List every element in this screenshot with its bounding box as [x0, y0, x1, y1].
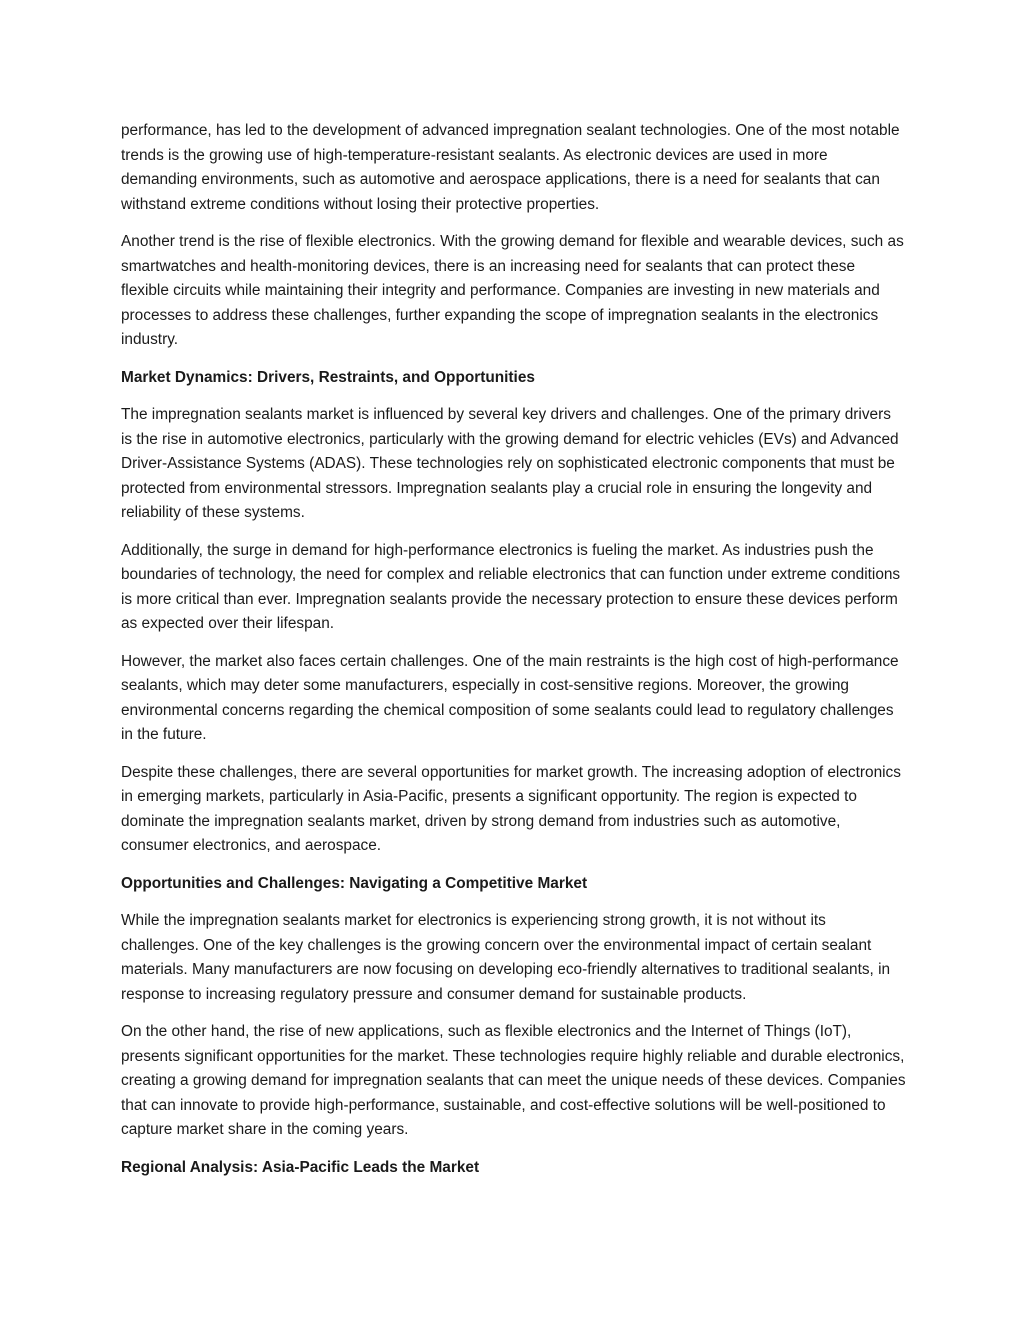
- paragraph-flexible-electronics: Another trend is the rise of flexible electronics. With the growing demand for flexible and wearable devices, such as smartwatches and health-monitoring devices, there is an increasing need for sealants that can protect these flexible circuits while maintaining their integrity and performance. Companies are investing in new materials and processes to address these challenges, further expanding the scope of impregnation sealants in the electronics industry.: [121, 233, 904, 348]
- paragraph-new-applications: On the other hand, the rise of new applications, such as flexible electronics and the Internet of Things (IoT), presents significant opportunities for the market. These technologies require highly reliable and durable electronics, creating a growing demand for impregnation sealants that can meet the unique needs of these devices. Companies that can innovate to provide high-performance, sustainable, and cost-effective solutions will be well-positioned to capture market share in the coming years.: [121, 1023, 906, 1138]
- heading-opportunities-challenges: Opportunities and Challenges: Navigating a Competitive Market: [121, 874, 588, 892]
- paragraph-drivers: The impregnation sealants market is influenced by several key drivers and challenges. One of the primary drivers is the rise in automotive electronics, particularly with the growing demand for electric vehicles (EVs) and Advanced Driver-Assistance Systems (ADAS). These technologies rely on sophisticated electronic components that must be protected from environmental stressors. Impregnation sealants play a crucial role in ensuring the longevity and reliability of these systems.: [121, 406, 899, 521]
- document-page: [121, 119, 906, 1193]
- paragraph-restraints: However, the market also faces certain challenges. One of the main restraints is the high cost of high-performance sealants, which may deter some manufacturers, especially in cost-sensitive regions. Moreover, the growing environmental concerns regarding the chemical composition of some sealants could lead to regulatory challenges in the future.: [121, 652, 899, 743]
- paragraph-opportunities: Despite these challenges, there are several opportunities for market growth. The increasing adoption of electronics in emerging markets, particularly in Asia-Pacific, presents a significant opportunity. The region is expected to dominate the impregnation sealants market, driven by strong demand from industries such as automotive, consumer electronics, and aerospace.: [121, 763, 901, 854]
- paragraph-high-performance: Additionally, the surge in demand for high-performance electronics is fueling the market. As industries push the boundaries of technology, the need for complex and reliable electronics that can function under extreme conditions is more critical than ever. Impregnation sealants provide the necessary protection to ensure these devices perform as expected over their lifespan.: [121, 541, 901, 632]
- heading-regional-analysis: Regional Analysis: Asia-Pacific Leads the Market: [121, 1158, 480, 1176]
- heading-market-dynamics: Market Dynamics: Drivers, Restraints, and Opportunities: [121, 368, 535, 386]
- paragraph-trends-intro: performance, has led to the development of advanced impregnation sealant technologies. One of the most notable trends is the growing use of high-temperature-resistant sealants. As electronic devices are used in more demanding environments, such as automotive and aerospace applications, there is a need for sealants that can withstand extreme conditions without losing their protective properties.: [121, 122, 900, 213]
- paragraph-environmental-challenges: While the impregnation sealants market for electronics is experiencing strong growth, it is not without its challenges. One of the key challenges is the growing concern over the environmental impact of certain sealant materials. Many manufacturers are now focusing on developing eco-friendly alternatives to traditional sealants, in response to increasing regulatory pressure and consumer demand for sustainable products.: [121, 912, 891, 1003]
